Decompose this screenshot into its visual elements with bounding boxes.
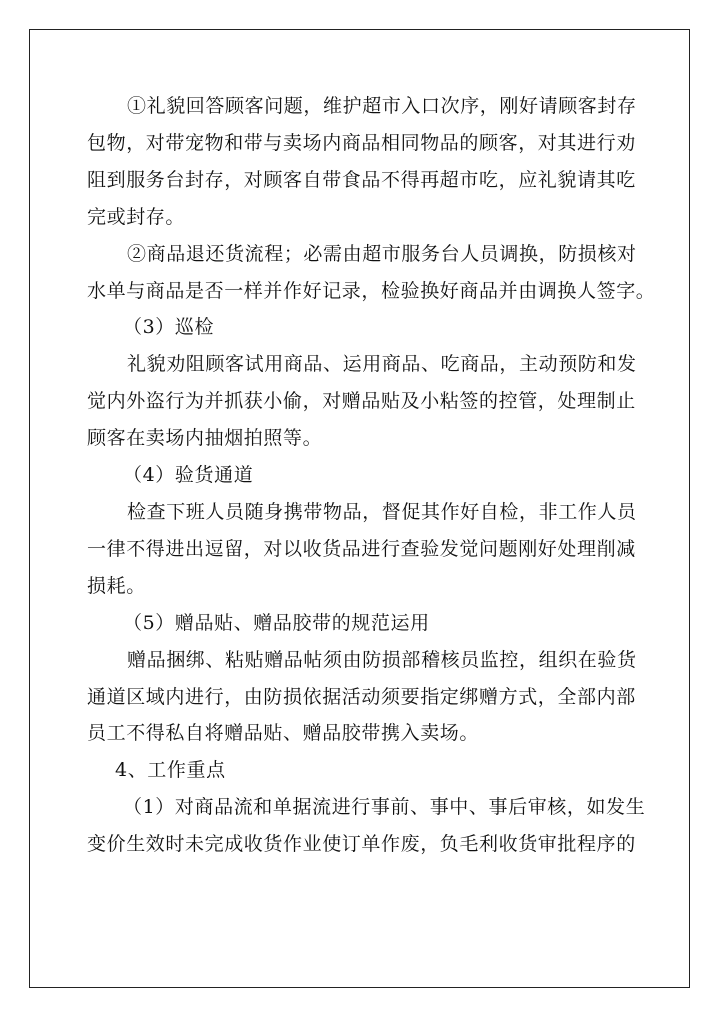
paragraph-line: 一律不得进出逗留，对以收货品进行查验发觉问题刚好处理削减	[87, 537, 636, 560]
paragraph-line: 顾客在卖场内抽烟拍照等。	[87, 427, 323, 450]
paragraph-line: 完或封存。	[87, 205, 186, 228]
section-heading: （3）巡检	[123, 316, 215, 339]
paragraph-line: 阻到服务台封存，对顾客自带食品不得再超市吃，应礼貌请其吃	[87, 168, 636, 191]
section-heading: （4）验货通道	[123, 464, 254, 487]
paragraph-line: 觉内外盗行为并抓获小偷，对赠品贴及小粘签的控管，处理制止	[87, 390, 636, 413]
paragraph-line: 员工不得私自将赠品贴、赠品胶带携入卖场。	[87, 722, 480, 745]
paragraph-line: 检查下班人员随身携带物品，督促其作好自检，非工作人员	[127, 500, 637, 523]
paragraph-line: 包物，对带宠物和带与卖场内商品相同物品的顾客，对其进行劝	[87, 131, 636, 154]
paragraph-line: 水单与商品是否一样并作好记录，检验换好商品并由调换人签字。	[87, 279, 656, 302]
document-body	[87, 88, 656, 863]
paragraph-line: 礼貌劝阻顾客试用商品、运用商品、吃商品，主动预防和发	[127, 353, 637, 376]
paragraph-line: 赠品捆绑、粘贴赠品帖须由防损部稽核员监控，组织在验货	[127, 648, 637, 671]
paragraph-line: 损耗。	[87, 574, 146, 597]
paragraph-line: 变价生效时未完成收货作业使订单作废，负毛利收货审批程序的	[87, 833, 636, 856]
paragraph-line: ②商品退还货流程；必需由超市服务台人员调换，防损核对	[127, 242, 637, 265]
paragraph-line: 通道区域内进行，由防损依据活动须要指定绑赠方式，全部内部	[87, 685, 636, 708]
section-heading: （5）赠品贴、赠品胶带的规范运用	[123, 611, 430, 634]
section-heading: 4、工作重点	[115, 759, 226, 782]
paragraph-line: ①礼貌回答顾客问题，维护超市入口次序，刚好请顾客封存	[127, 95, 637, 117]
paragraph-line: （1）对商品流和单据流进行事前、事中、事后审核，如发生	[123, 796, 646, 819]
